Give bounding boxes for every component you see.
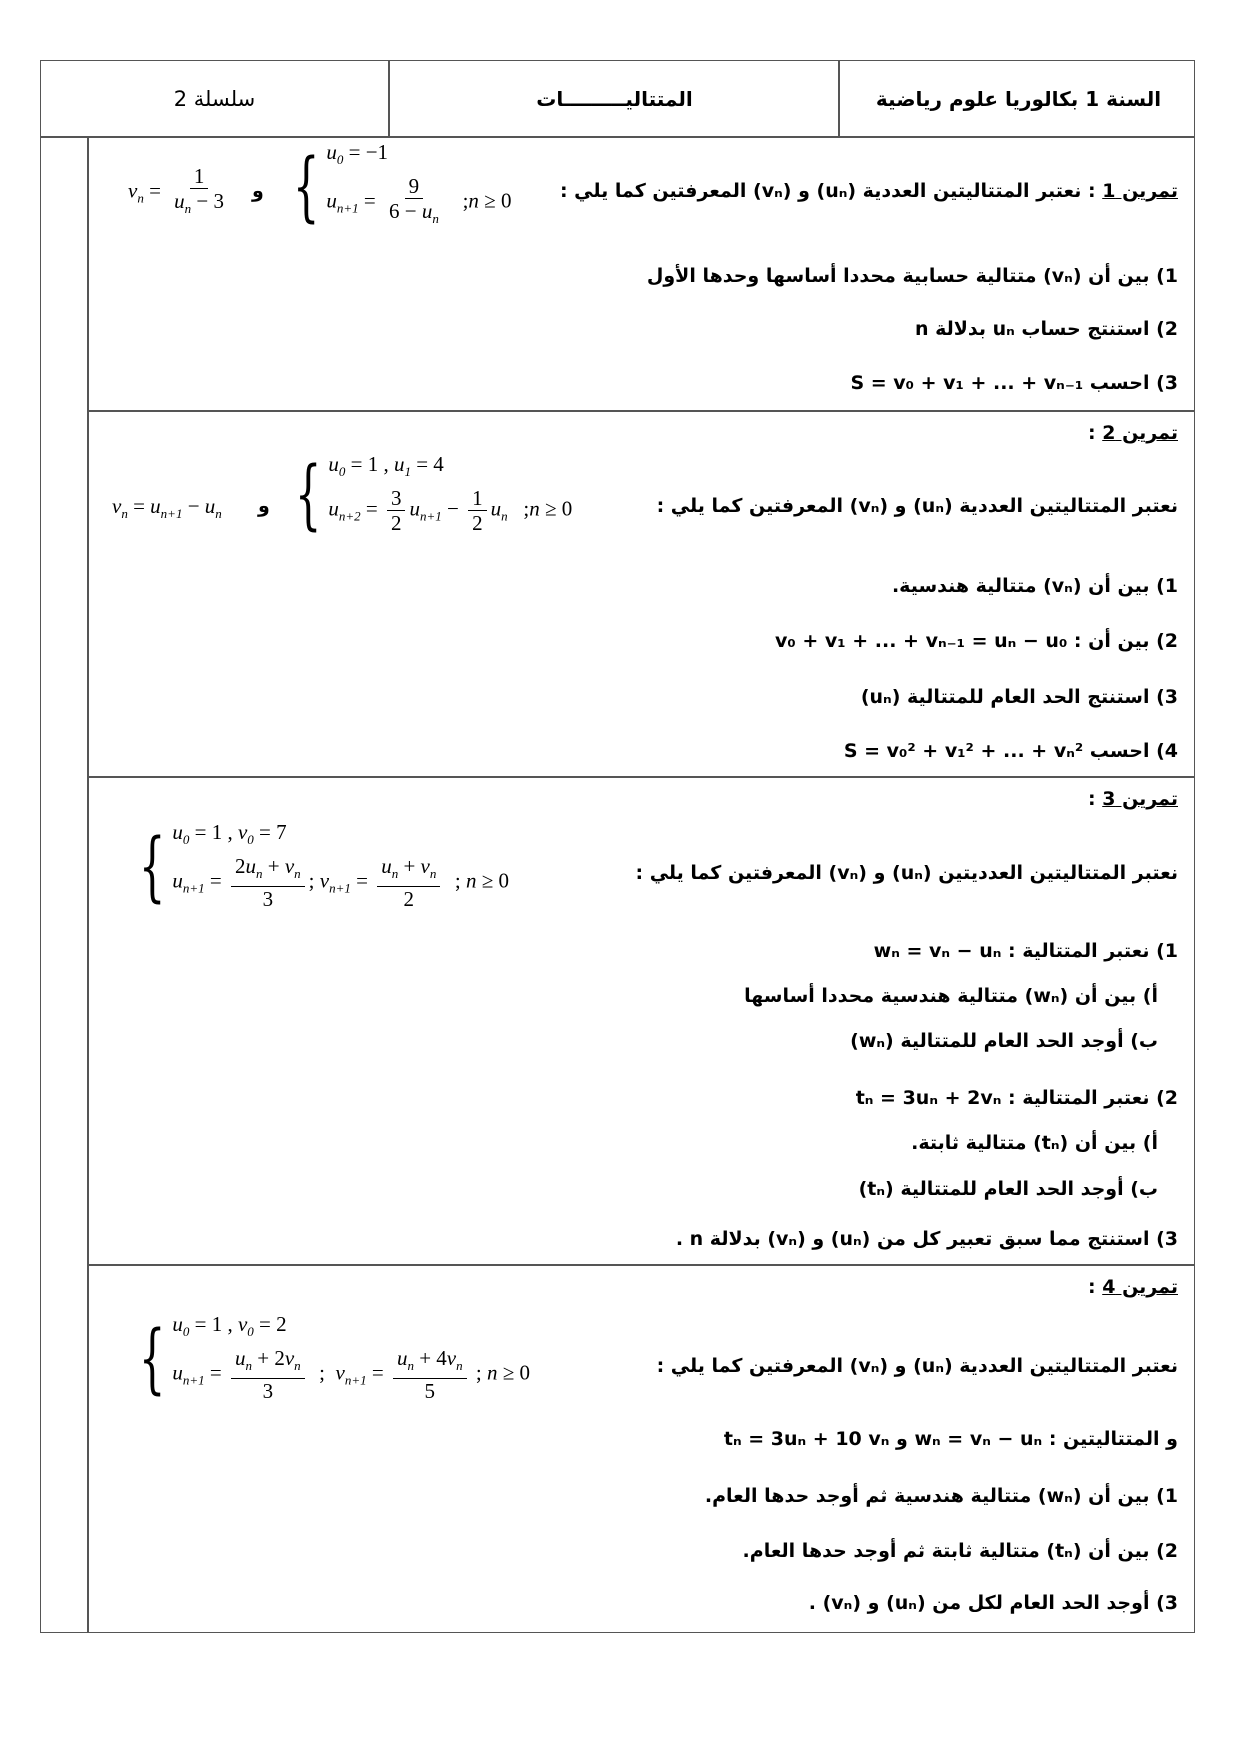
ex2-and: و: [258, 495, 270, 517]
header-topic: المتتاليـــــــــات: [536, 87, 693, 111]
ex3-question-1: 1) نعتبر المتتالية : wₙ = vₙ − uₙ: [873, 940, 1178, 962]
ex3-question-3: 3) استنتج مما سبق تعبير كل من (uₙ) و (vₙ) بدلالة n .: [675, 1228, 1178, 1250]
ex4-question-3: 3) أوجد الحد العام لكل من (uₙ) و (vₙ) .: [808, 1592, 1178, 1614]
ex4-system: { $u_0 = 1$ , $v_0 = 2$ $u_{n+1}$ = $\frac{u_n + 2v_n}{3}$ ; $v_{n+1}$ = $\frac{u_n + 4v_n}{5}$ ; n ≥ 0: [138, 1312, 530, 1404]
header-divider: [838, 61, 840, 137]
ex3-question-2a: أ) بين أن (tₙ) متتالية ثابتة.: [911, 1132, 1158, 1154]
ex4-question-1: 1) بين أن (wₙ) متتالية هندسية ثم أوجد حدها العام.: [704, 1485, 1178, 1507]
exercise-divider: [87, 1264, 1195, 1266]
ex1-and: و: [252, 180, 264, 202]
ex2-question-3: 3) استنتج الحد العام للمتتالية (uₙ): [860, 686, 1178, 708]
ex2-title: تمرين 2: [1102, 422, 1178, 444]
exercise-divider: [87, 776, 1195, 778]
header-divider: [388, 61, 390, 137]
ex1-intro: : نعتبر المتتاليتين العددية (uₙ) و (vₙ) المعرفتين كما يلي :: [559, 180, 1096, 202]
ex1-system: { $u_0 = -1$ $u_{n+1}$ = $\frac{9}{6 - u_n}$ ;n ≥ 0: [292, 140, 512, 230]
ex3-title-line: [1088, 788, 1178, 810]
ex2-title-line: [1088, 422, 1178, 444]
ex1-title: تمرين 1: [1102, 180, 1178, 202]
header-table: [40, 60, 1195, 138]
ex3-question-2: 2) نعتبر المتتالية : tₙ = 3uₙ + 2vₙ: [855, 1087, 1178, 1109]
ex4-title: تمرين 4: [1102, 1276, 1178, 1298]
ex2-colon: :: [1087, 422, 1096, 444]
ex3-question-2b: ب) أوجد الحد العام للمتتالية (tₙ): [858, 1178, 1158, 1200]
ex1-vn-def: $v_n$ = $\frac{1}{u_n - 3}$: [128, 164, 225, 217]
ex4-sequences: و المتتاليتين : wₙ = vₙ − uₙ و tₙ = 3uₙ + 10 vₙ: [723, 1428, 1178, 1450]
header-series: سلسلة 2: [173, 87, 256, 111]
ex2-intro: نعتبر المتتاليتين العددية (uₙ) و (vₙ) المعرفتين كما يلي :: [656, 495, 1178, 517]
ex3-intro: نعتبر المتتاليتين العدديتين (uₙ) و (vₙ) المعرفتين كما يلي :: [635, 862, 1178, 884]
ex4-colon: :: [1087, 1276, 1096, 1298]
ex4-title-line: [1088, 1276, 1178, 1298]
ex2-question-1: 1) بين أن (vₙ) متتالية هندسية.: [891, 575, 1178, 597]
ex3-question-1a: أ) بين أن (wₙ) متتالية هندسية محددا أساسها: [744, 985, 1158, 1007]
ex2-question-2: 2) بين أن : v₀ + v₁ + ... + vₙ₋₁ = uₙ − u₀: [775, 630, 1178, 652]
ex1-question-3: 3) احسب S = v₀ + v₁ + ... + vₙ₋₁: [850, 372, 1178, 394]
ex3-colon: :: [1087, 788, 1096, 810]
ex4-question-2: 2) بين أن (tₙ) متتالية ثابتة ثم أوجد حدها العام.: [742, 1540, 1178, 1562]
ex3-title: تمرين 3: [1102, 788, 1178, 810]
ex2-vn-def: $v_n = u_{n+1} - u_n$: [112, 494, 222, 522]
ex3-question-1b: ب) أوجد الحد العام للمتتالية (wₙ): [850, 1030, 1158, 1052]
ex1-question-2: 2) استنتج حساب uₙ بدلالة n: [914, 318, 1178, 340]
ex1-intro-line: [560, 180, 1178, 202]
ex4-intro: نعتبر المتتاليتين العددية (uₙ) و (vₙ) المعرفتين كما يلي :: [656, 1355, 1178, 1377]
margin-column-line: [87, 136, 89, 1633]
ex2-question-4: 4) احسب S = v₀² + v₁² + ... + vₙ²: [843, 740, 1178, 762]
ex1-question-1: 1) بين أن (vₙ) متتالية حسابية محددا أساسها وحدها الأول: [646, 265, 1178, 287]
exercise-divider: [87, 410, 1195, 412]
header-level: السنة 1 بكالوريا علوم رياضية: [875, 87, 1162, 111]
ex2-system: { $u_0 = 1$ , $u_1 = 4$ $u_{n+2}$ = $\frac{3}{2}$ $u_{n+1}$ − $\frac{1}{2}$ $u_n$ ;n ≥ 0: [294, 448, 573, 538]
ex3-system: { $u_0 = 1$ , $v_0 = 7$ $u_{n+1}$ = $\frac{2u_n + v_n}{3}$ ; $v_{n+1}$ = $\frac{u_n + v_n}{2}$ ; n ≥ 0: [138, 820, 509, 912]
